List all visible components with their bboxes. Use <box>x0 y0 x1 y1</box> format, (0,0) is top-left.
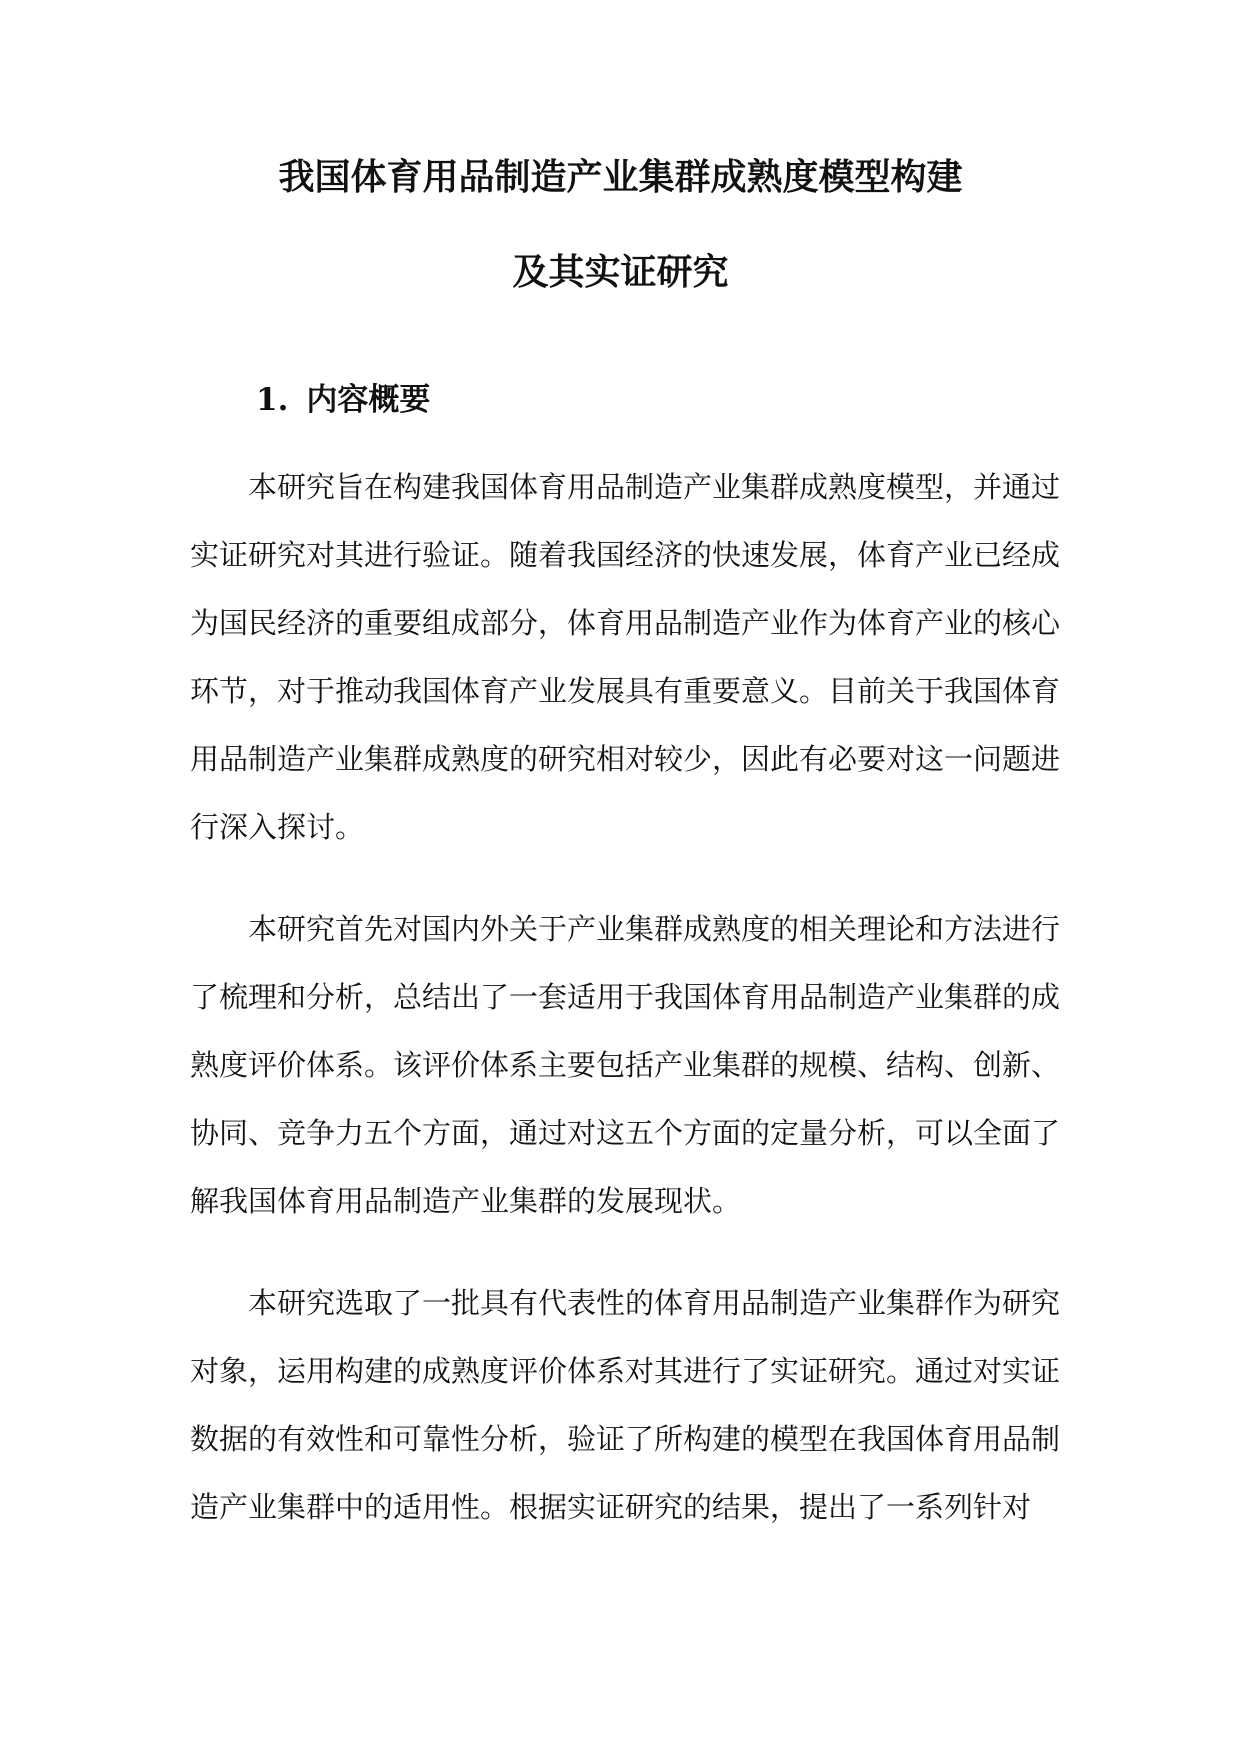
section-title: 内容概要 <box>306 382 431 418</box>
paragraph-1: 本研究旨在构建我国体育用品制造产业集群成熟度模型，并通过实证研究对其进行验证。随着我国经济的快速发展，体育产业已经成为国民经济的重要组成部分，体育用品制造产业作为体育产业的核心环节，对于推动我国体育产业发展具有重要意义。目前关于我国体育用品制造产业集群成熟度的研究相对较少，因此有必要对这一问题进行深入探讨。 <box>190 470 1061 844</box>
document-title-line-2: 及其实证研究 <box>512 251 729 293</box>
section-heading <box>256 380 430 420</box>
section-number: 1. <box>256 382 289 418</box>
document-title-line-1: 我国体育用品制造产业集群成熟度模型构建 <box>278 156 963 198</box>
paragraph-3: 本研究选取了一批具有代表性的体育用品制造产业集群作为研究对象，运用构建的成熟度评价体系对其进行了实证研究。通过对实证数据的有效性和可靠性分析，验证了所构建的模型在我国体育用品制造产业集群中的适用性。根据实证研究的结果，提出了一系列针对 <box>190 1286 1061 1524</box>
paragraph-2: 本研究首先对国内外关于产业集群成熟度的相关理论和方法进行了梳理和分析，总结出了一套适用于我国体育用品制造产业集群的成熟度评价体系。该评价体系主要包括产业集群的规模、结构、创新、协同、竞争力五个方面，通过对这五个方面的定量分析，可以全面了解我国体育用品制造产业集群的发展现状。 <box>190 912 1061 1218</box>
